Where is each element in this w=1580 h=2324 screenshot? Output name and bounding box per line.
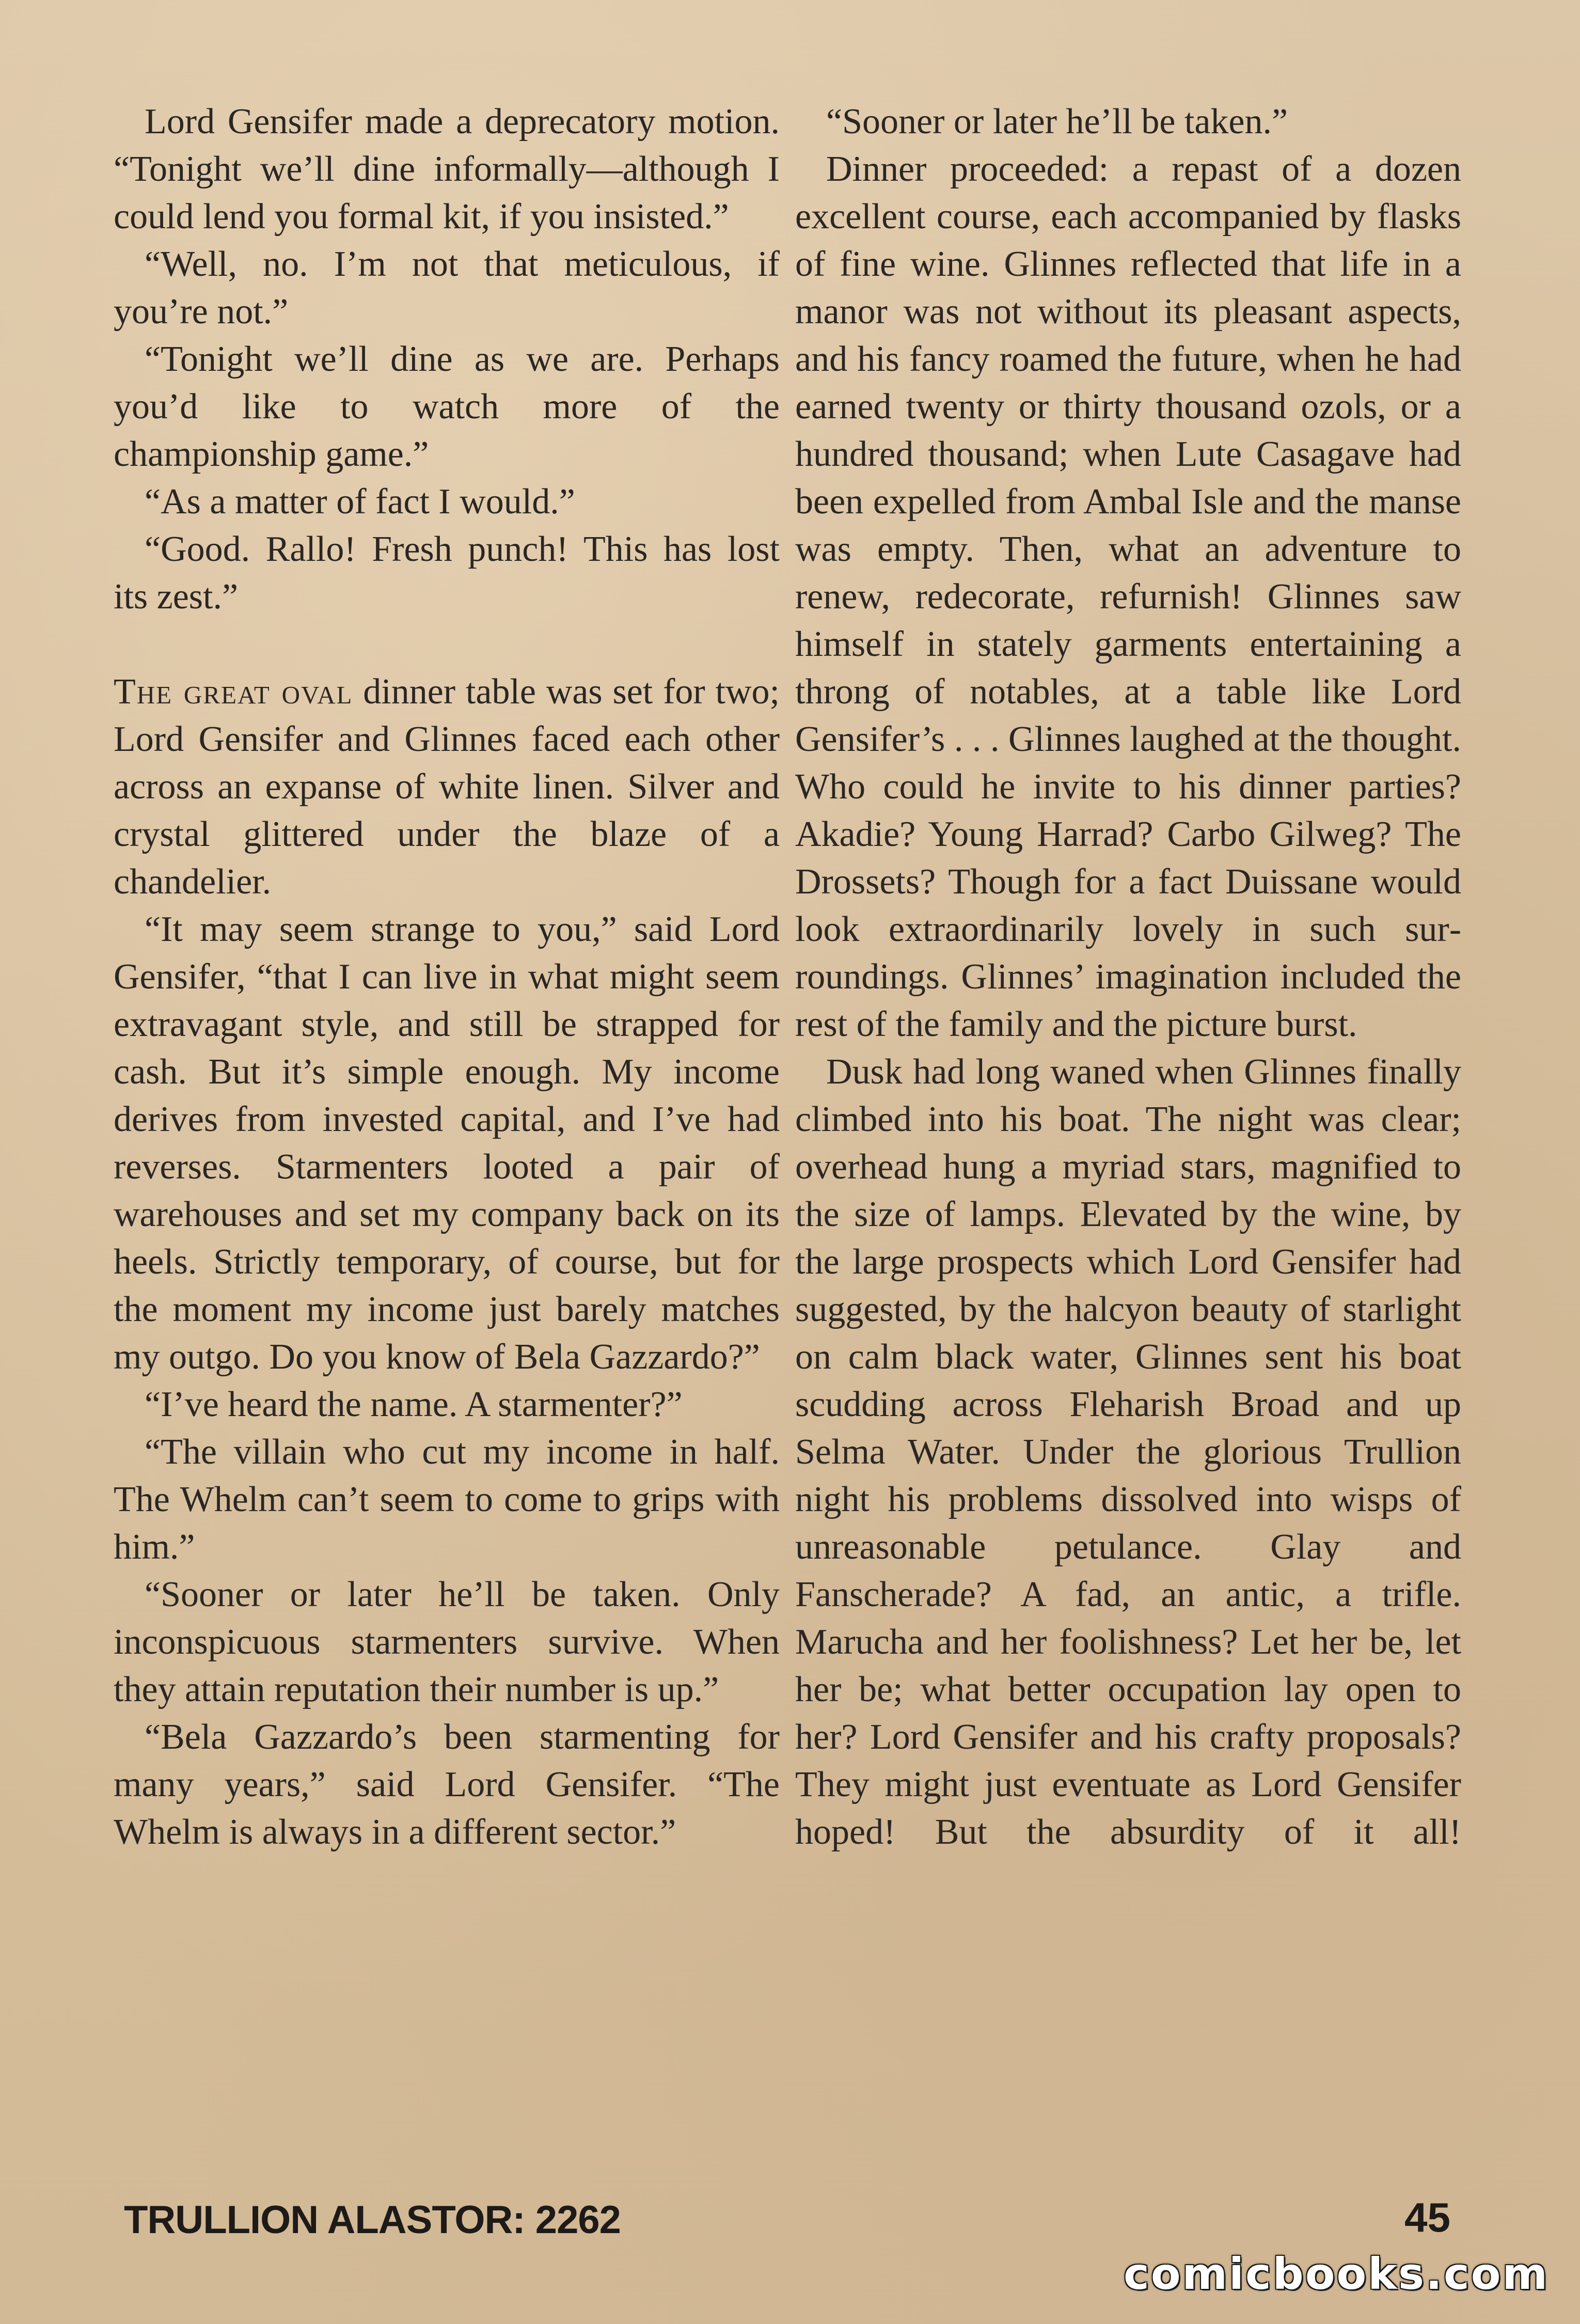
section-opening-text: dinner table was set for two; Lord Gensifer and Glinnes faced each other across an expanse of white linen. Silver and crystal glittered under the blaze of a chandelier. <box>114 672 780 902</box>
right-column <box>795 98 1461 1856</box>
paragraph: Dinner proceeded: a repast of a dozen excellent course, each accompanied by flasks of fine wine. Glinnes reflected that life in a manor was not without its pleasant aspects, and his fancy roamed the future, when he had earned twenty or thirty thousand ozols, or a hundred thousand; when Lute Casagave had been expelled from Ambal Isle and the manse was empty. Then, what an adventure to renew, redecorate, refurnish! Glinnes saw himself in stately garments entertaining a throng of notables, at a table like Lord Gensifer’s . . . Glinnes laughed at the thought. Who could he invite to his dinner parties? Akadie? Young Harrad? Carbo Gilweg? The Drossets? Though for a fact Duissane would look extraordinarily lovely in such surroundings. Glinnes’ imagination included the rest of the family and the picture burst. <box>795 149 1461 1044</box>
paragraph: “Sooner or later he’ll be taken. Only inconspicuous starmenters survive. When they attain reputation their number is up.” <box>114 1575 780 1709</box>
paragraph: Dusk had long waned when Glinnes finally climbed into his boat. The night was clear; overhead hung a myriad stars, magnified to the size of lamps. Elevated by the wine, by the large prospects which Lord Gensifer had suggested, by the halcyon beauty of starlight on calm black water, Glinnes sent his boat scudding across Fleharish Broad and up Selma Water. Under the glorious Trullion night his problems dissolved into wisps of unreasonable petulance. Glay and Fanscherade? A fad, an antic, a trifle. Marucha and her foolishness? Let her be, let her be; what better occupation lay open to her? Lord Gensifer and his crafty proposals? They might just eventuate as Lord Gensifer hoped! But the absurdity of it all! <box>795 1052 1461 1852</box>
paragraph: “Well, no. I’m not that meticulous, if you’re not.” <box>114 244 780 332</box>
paragraph: “It may seem strange to you,” said Lord Gensifer, “that I can live in what might seem extravagant style, and still be strapped for cash. But it’s simple enough. My income derives from invested capital, and I’ve had reverses. Starmenters looted a pair of warehouses and set my company back on its heels. Strictly temporary, of course, but for the moment my income just barely matches my outgo. Do you know of Bela Gazzardo?” <box>114 909 780 1377</box>
section-opening-paragraph <box>114 668 780 906</box>
paragraph: “As a matter of fact I would.” <box>145 482 575 522</box>
paragraph: “Good. Rallo! Fresh punch! This has lost its zest.” <box>114 529 780 617</box>
paragraph: Lord Gensifer made a deprecatory motion. “Tonight we’ll dine informally—although I could lend you formal kit, if you insisted.” <box>114 102 780 237</box>
paragraph: “The villain who cut my income in half. The Whelm can’t seem to come to grips with him.” <box>114 1432 780 1567</box>
paragraph: “Sooner or later he’ll be taken.” <box>826 102 1288 142</box>
section-lead-in: The great oval <box>114 672 353 712</box>
running-footer-title: TRULLION ALASTOR: 2262 <box>124 2198 621 2242</box>
left-column <box>114 98 780 1856</box>
page-number: 45 <box>1404 2194 1450 2240</box>
paragraph: “Bela Gazzardo’s been starmenting for many years,” said Lord Gensifer. “The Whelm is always in a different sector.” <box>114 1717 780 1852</box>
watermark-logo: comicbooks.com <box>1124 2249 1549 2299</box>
section-break <box>114 621 780 668</box>
paragraph: “Tonight we’ll dine as we are. Perhaps you’d like to watch more of the championship game.” <box>114 339 780 474</box>
paragraph: “I’ve heard the name. A starmenter?” <box>145 1385 683 1424</box>
